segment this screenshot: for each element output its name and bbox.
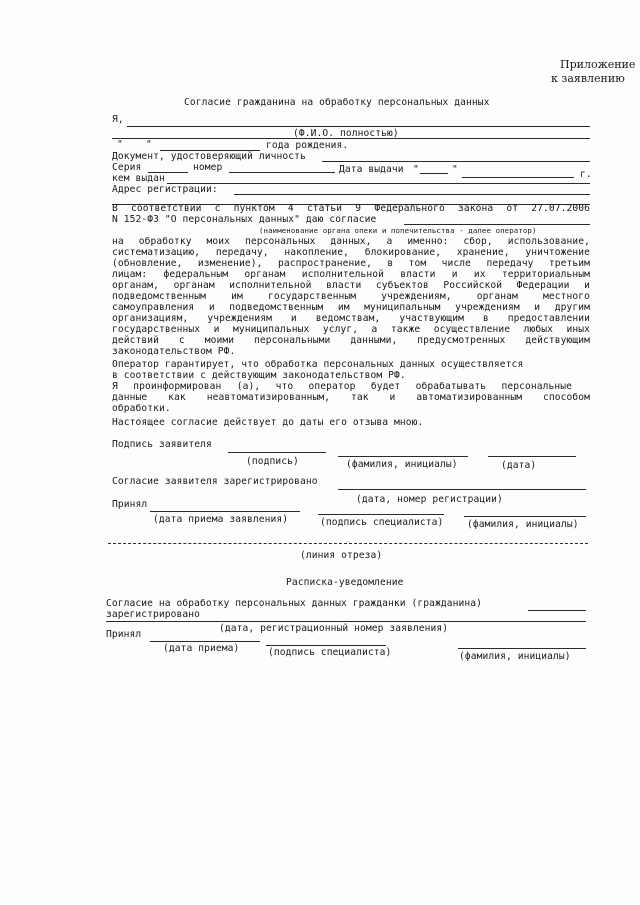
- applicant-signature-line[interactable]: [228, 452, 326, 453]
- receipt-title: Расписка-уведомление: [286, 577, 404, 588]
- specialist-name-caption: (фамилия, инициалы): [467, 519, 579, 530]
- specialist-signature-caption: (подпись специалиста): [320, 517, 444, 528]
- applicant-date-line[interactable]: [488, 456, 576, 457]
- i-label: Я,: [112, 114, 124, 125]
- issued-by-line[interactable]: [167, 183, 590, 184]
- birth-year-caption: года рождения.: [266, 140, 349, 151]
- consent-body-last-line: законодательством РФ.: [112, 346, 236, 357]
- receipt-date-line[interactable]: [150, 641, 260, 642]
- registration-line[interactable]: [338, 489, 586, 490]
- consent-body-line: лицам: федеральным органам исполнительной власти и их территориальным: [112, 269, 590, 280]
- document-title: Согласие гражданина на обработку персональных данных: [184, 97, 490, 108]
- annex-line-1: Приложение: [560, 58, 636, 71]
- consent-body-line: на обработку моих персональных данных, а именно: сбор, использование,: [112, 236, 590, 247]
- applicant-name-line[interactable]: [338, 456, 468, 457]
- receipt-accepted-label: Принял: [106, 629, 142, 640]
- document-label: Документ, удостоверяющий личность: [112, 151, 306, 162]
- cut-line-caption: (линия отреза): [300, 550, 383, 561]
- guarantee-line-1: Оператор гарантирует, что обработка персональных данных осуществляется: [112, 359, 524, 370]
- annex-line-2: к заявлению: [551, 72, 625, 85]
- issue-quote-close: ": [452, 164, 458, 175]
- informed-line-3: обработки.: [112, 403, 171, 414]
- specialist-signature-line[interactable]: [318, 514, 444, 515]
- address-line-1[interactable]: [234, 194, 590, 195]
- operator-caption: (наименование органа опеки и попечительства - далее оператор): [259, 226, 537, 235]
- signature-caption: (подпись): [246, 456, 299, 467]
- guarantee-line-2: в соответствии с действующим законодательством РФ.: [112, 370, 406, 381]
- cut-line: [108, 543, 588, 544]
- registered-label: Согласие заявителя зарегистрировано: [112, 476, 318, 487]
- year-suffix: г.: [580, 169, 592, 180]
- series-label: Серия: [112, 162, 142, 173]
- birth-quote-close: ": [146, 139, 152, 150]
- consent-body-line: организациям, учреждениям и ведомствам, участвующим в предоставлении: [112, 313, 590, 324]
- informed-line-2: данные как неавтоматизированным, так и автоматизированным способом: [112, 392, 590, 403]
- operator-line[interactable]: [404, 224, 590, 225]
- issue-quote-open: ": [413, 164, 419, 175]
- number-label: номер: [193, 162, 223, 173]
- birth-quote-open: ": [117, 139, 123, 150]
- receipt-line-1: Согласие на обработку персональных данных гражданки (гражданина): [106, 598, 483, 609]
- name-caption: (фамилия, инициалы): [346, 459, 458, 470]
- consent-body-line: (обновление, изменение), распространение, в том числе передачу третьим: [112, 258, 590, 269]
- address-label: Адрес регистрации:: [112, 184, 218, 195]
- consent-intro-line-1: В соответствии с пунктом 4 статьи 9 Федерального закона от 27.07.2006: [112, 203, 590, 214]
- applicant-signature-label: Подпись заявителя: [112, 439, 212, 450]
- issue-day-line[interactable]: [420, 173, 448, 174]
- validity-text: Настоящее согласие действует до даты его отзыва мною.: [112, 417, 424, 428]
- consent-body-line: самоуправления и подведомственным им муниципальным учреждениям и другим: [112, 302, 590, 313]
- accept-date-line[interactable]: [150, 511, 300, 512]
- accepted-label: Принял: [112, 499, 148, 510]
- consent-body-line: систематизацию, передачу, накопление, блокирование, хранение, уничтожение: [112, 247, 590, 258]
- issued-by-label: кем выдан: [112, 173, 165, 184]
- receipt-citizen-line[interactable]: [528, 610, 586, 611]
- consent-body-line: государственных и муниципальных услуг, а также осуществление любых иных: [112, 324, 590, 335]
- issue-month-year-line[interactable]: [462, 177, 574, 178]
- receipt-specialist-signature-caption: (подпись специалиста): [268, 647, 392, 658]
- consent-intro-line-2: N 152-ФЗ "О персональных данных" даю согласие: [112, 214, 377, 225]
- issue-date-label: Дата выдачи: [339, 164, 404, 175]
- receipt-specialist-signature-line[interactable]: [266, 645, 386, 646]
- receipt-date-caption: (дата приема): [163, 643, 240, 654]
- consent-body-line: действий с моими персональными данными, предусмотренных действующим: [112, 335, 590, 346]
- consent-body-line: подведомственным им государственным учреждениям, органам местного: [112, 291, 590, 302]
- receipt-line-2: зарегистрировано: [106, 609, 201, 620]
- accept-date-caption: (дата приема заявления): [153, 514, 289, 525]
- fio-line-1[interactable]: [127, 126, 590, 127]
- registration-caption: (дата, номер регистрации): [356, 494, 503, 505]
- number-line[interactable]: [229, 172, 335, 173]
- receipt-registration-line[interactable]: [106, 621, 586, 622]
- document-line[interactable]: [322, 161, 590, 162]
- receipt-registration-caption: (дата, регистрационный номер заявления): [219, 623, 449, 634]
- consent-body-line: органам, органам исполнительной власти субъектов Российской Федерации и: [112, 280, 590, 291]
- fio-caption: (Ф.И.О. полностью): [293, 128, 399, 139]
- specialist-name-line[interactable]: [464, 516, 586, 517]
- receipt-specialist-name-line[interactable]: [458, 648, 586, 649]
- informed-line-1: Я проинформирован (а), что оператор будет обрабатывать персональные: [112, 381, 572, 392]
- date-caption: (дата): [501, 460, 537, 471]
- receipt-specialist-name-caption: (фамилия, инициалы): [459, 651, 571, 662]
